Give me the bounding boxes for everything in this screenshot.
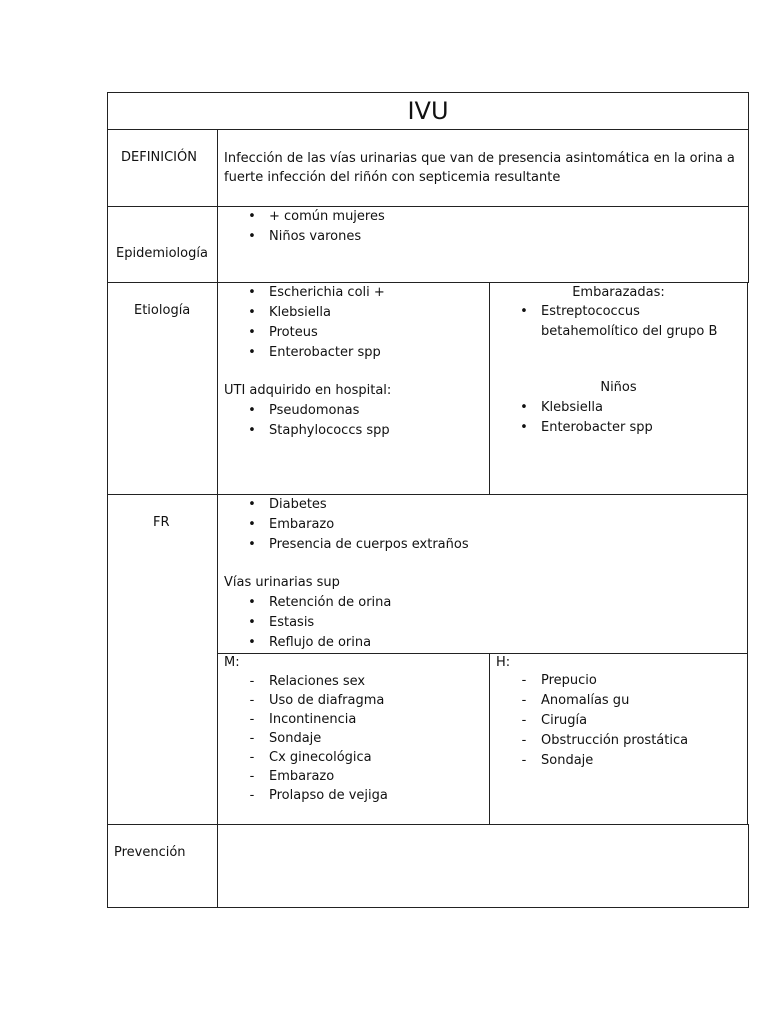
m-list: [249, 672, 388, 805]
list-item: • Retención de orina: [248, 595, 392, 610]
list-item: • Staphylococcs spp: [248, 423, 390, 438]
list-item: - Prepucio: [521, 673, 597, 688]
fr-list: [248, 495, 469, 555]
list-item: • Diabetes: [248, 497, 327, 512]
list-item: • Klebsiella: [520, 400, 603, 415]
list-item: - Embarazo: [249, 769, 335, 784]
h-heading: H:: [496, 655, 511, 670]
ninos-list: [520, 398, 653, 438]
list-item: • Estreptococcus: [520, 304, 640, 319]
list-item: - Prolapso de vejiga: [249, 788, 388, 803]
list-item: - Obstrucción prostática: [521, 733, 689, 748]
epidemiologia-list: [248, 207, 385, 247]
list-item: - Relaciones sex: [249, 674, 366, 689]
ninos-heading: Niños: [600, 380, 637, 395]
list-item: - Cirugía: [521, 713, 588, 728]
list-item: • + común mujeres: [248, 209, 385, 224]
list-item: • Klebsiella: [248, 305, 331, 320]
prevencion-label-cell: [107, 824, 218, 908]
list-item: • Enterobacter spp: [520, 420, 653, 435]
definicion-label: DEFINICIÓN: [121, 150, 197, 165]
etiologia-label: Etiología: [134, 303, 191, 318]
list-item: • Pseudomonas: [248, 403, 360, 418]
h-list: [521, 671, 689, 771]
prevencion-label: Prevención: [114, 845, 186, 860]
list-item: • Enterobacter spp: [248, 345, 381, 360]
prevencion-content-cell: [217, 824, 749, 908]
etiologia-list: [248, 283, 385, 363]
list-item: - Sondaje: [249, 731, 322, 746]
list-item: • Embarazo: [248, 517, 335, 532]
fr-label-cell: [107, 494, 218, 825]
definicion-text-line1: Infección de las vías urinarias que van de presencia asintomática en la orina a: [224, 151, 735, 166]
page-title: IVU: [407, 97, 449, 125]
list-item: • Proteus: [248, 325, 318, 340]
vias-heading: Vías urinarias sup: [224, 575, 340, 590]
list-item: • Escherichia coli +: [248, 285, 385, 300]
list-item: - Cx ginecológica: [249, 750, 372, 765]
hospital-heading: UTI adquirido en hospital:: [224, 383, 392, 398]
embarazadas-heading: Embarazadas:: [572, 285, 665, 300]
m-heading: M:: [224, 655, 240, 670]
list-item: - Sondaje: [521, 753, 594, 768]
list-item: • Reflujo de orina: [248, 635, 372, 650]
epidemiologia-label: Epidemiología: [116, 246, 208, 261]
list-item: • Presencia de cuerpos extraños: [248, 537, 469, 552]
list-item-continuation: betahemolítico del grupo B: [541, 324, 718, 339]
embarazadas-list: [520, 302, 718, 342]
definicion-label-cell: [107, 129, 218, 207]
fr-label: FR: [153, 515, 170, 530]
list-item: • Niños varones: [248, 229, 362, 244]
vias-list: [248, 593, 392, 653]
definicion-text-line2: fuerte infección del riñón con septicemia resultante: [224, 170, 561, 185]
list-item: - Incontinencia: [249, 712, 357, 727]
hospital-list: [248, 401, 390, 441]
list-item: - Anomalías gu: [521, 693, 630, 708]
list-item: • Estasis: [248, 615, 315, 630]
list-item: - Uso de diafragma: [249, 693, 385, 708]
